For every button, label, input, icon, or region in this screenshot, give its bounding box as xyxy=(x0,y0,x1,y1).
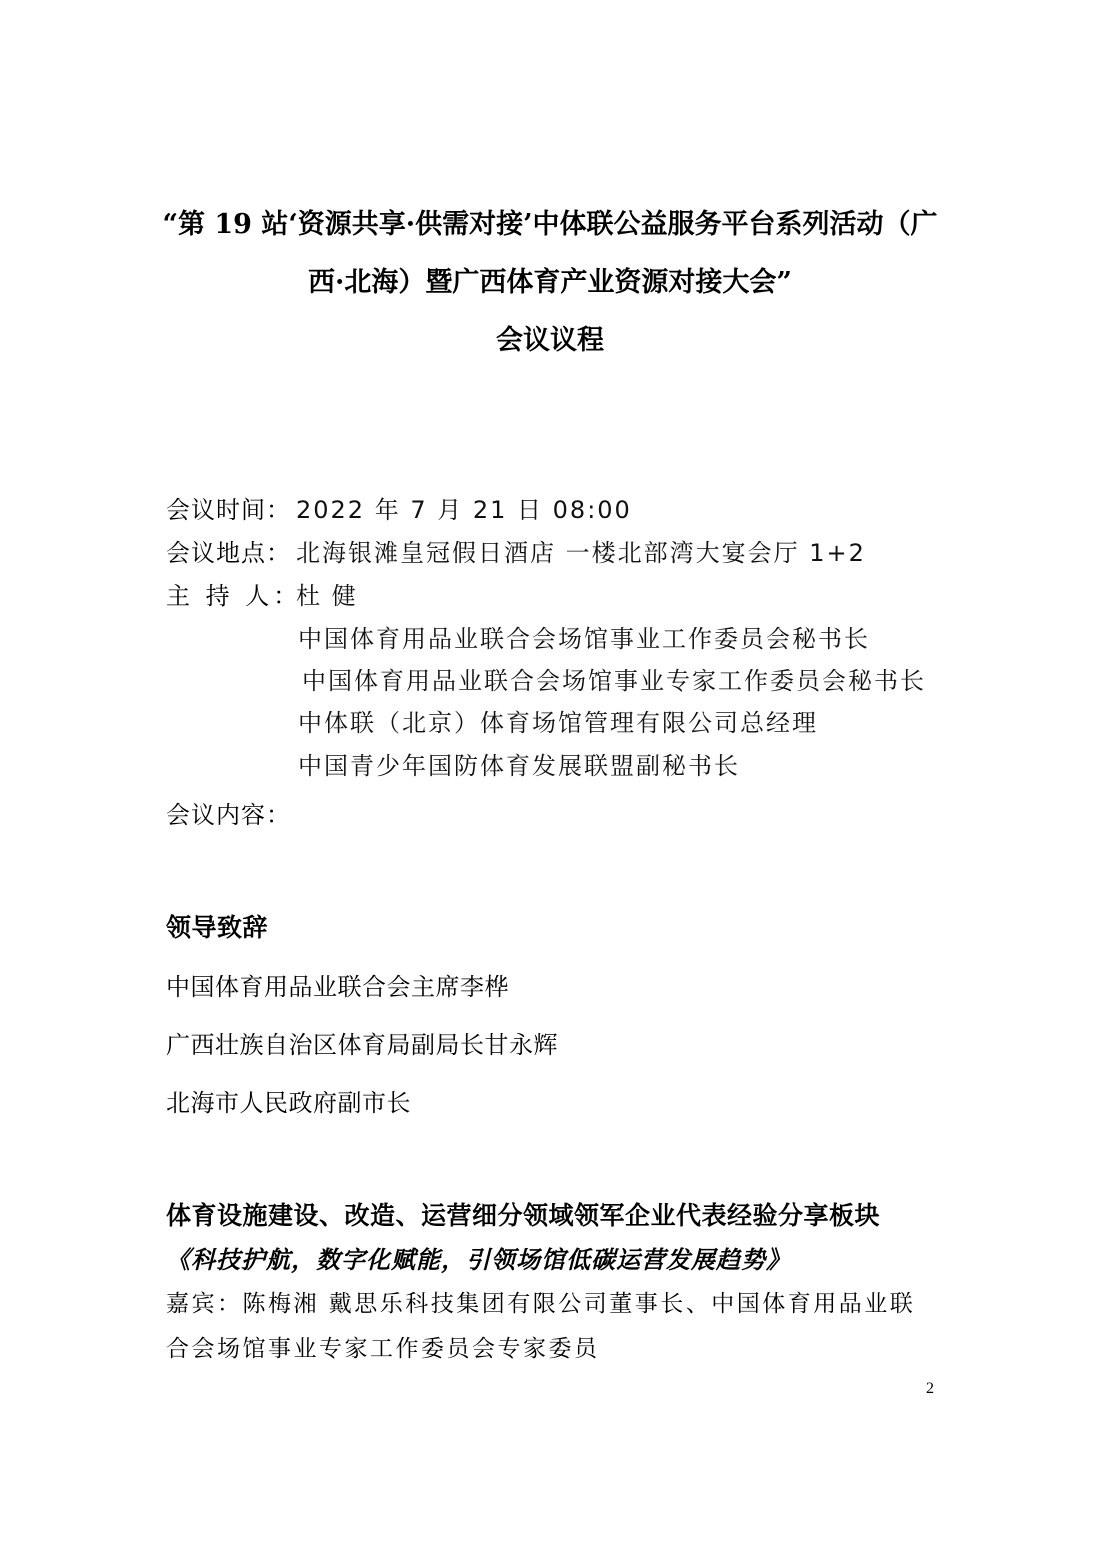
meeting-content-label: 会议内容： xyxy=(166,801,291,829)
leader-item-2: 广西壮族自治区体育局副局长甘永辉 xyxy=(166,1031,558,1059)
meeting-place-value: 北海银滩皇冠假日酒店 一楼北部湾大宴会厅 1+2 xyxy=(296,539,866,567)
sharing-section-heading: 体育设施建设、改造、运营细分领域领军企业代表经验分享板块 xyxy=(166,1201,881,1230)
host-title-4: 中国青少年国防体育发展联盟副秘书长 xyxy=(298,752,740,780)
host-name: 杜 健 xyxy=(296,582,358,610)
host-label: 主 持 人： xyxy=(166,582,302,610)
host-title-3: 中体联（北京）体育场馆管理有限公司总经理 xyxy=(298,709,818,737)
document-subtitle: 会议议程 xyxy=(496,325,604,356)
meeting-time-value: 2022 年 7 月 21 日 08:00 xyxy=(296,496,632,524)
leader-item-1: 中国体育用品业联合会主席李桦 xyxy=(166,973,509,1001)
document-title-line-1: “第 19 站‘资源共享·供需对接’中体联公益服务平台系列活动（广 xyxy=(162,209,938,240)
document-title-line-2: 西·北海）暨广西体育产业资源对接大会” xyxy=(308,267,792,298)
host-title-1: 中国体育用品业联合会场馆事业工作委员会秘书长 xyxy=(298,625,870,653)
leaders-section-heading: 领导致辞 xyxy=(166,913,269,942)
meeting-time-label: 会议时间： xyxy=(166,496,291,524)
page-number: 2 xyxy=(926,1380,934,1397)
sharing-topic: 《科技护航，数字化赋能，引领场馆低碳运营发展趋势》 xyxy=(166,1245,791,1274)
guest-line-1: 嘉宾：陈梅湘 戴思乐科技集团有限公司董事长、中国体育用品业联 xyxy=(166,1291,916,1317)
host-title-2: 中国体育用品业联合会场馆事业专家工作委员会秘书长 xyxy=(302,667,926,695)
guest-line-2: 合会场馆事业专家工作委员会专家委员 xyxy=(166,1336,600,1362)
meeting-place-label: 会议地点： xyxy=(166,539,291,567)
leader-item-3: 北海市人民政府副市长 xyxy=(166,1089,411,1117)
